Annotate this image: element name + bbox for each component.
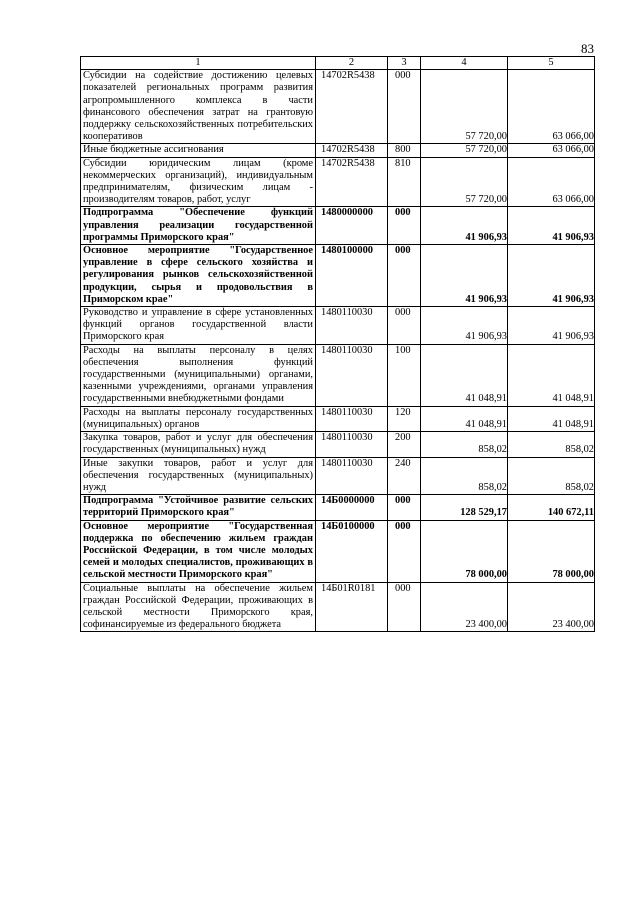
row-value-col4: 128 529,17 [421, 495, 508, 520]
table-row [81, 245, 595, 307]
row-code: 14702R5438 [316, 157, 388, 207]
row-name: Основное мероприятие "Государственное управление в сфере сельского хозяйства и регулирования рынков сельскохозяйственной продукции, сырья и продовольствия в Приморском крае" [81, 245, 316, 307]
row-code: 1480110030 [316, 432, 388, 457]
column-header: 5 [508, 57, 595, 70]
table-row [81, 520, 595, 582]
row-expense-kind: 000 [388, 495, 421, 520]
row-expense-kind: 810 [388, 157, 421, 207]
column-header: 1 [81, 57, 316, 70]
row-code: 1480110030 [316, 406, 388, 431]
row-value-col4: 41 048,91 [421, 406, 508, 431]
row-name: Закупка товаров, работ и услуг для обеспечения государственных (муниципальных) нужд [81, 432, 316, 457]
table-row [81, 495, 595, 520]
row-expense-kind: 800 [388, 144, 421, 157]
row-value-col4: 41 906,93 [421, 207, 508, 245]
table-row [81, 307, 595, 345]
row-value-col5: 41 906,93 [508, 307, 595, 345]
row-value-col4: 41 048,91 [421, 344, 508, 406]
table-row [81, 157, 595, 207]
column-header: 4 [421, 57, 508, 70]
row-value-col5: 140 672,11 [508, 495, 595, 520]
table-row [81, 70, 595, 144]
row-expense-kind: 000 [388, 582, 421, 632]
row-expense-kind: 000 [388, 520, 421, 582]
table-row [81, 457, 595, 495]
row-value-col5: 23 400,00 [508, 582, 595, 632]
row-expense-kind: 100 [388, 344, 421, 406]
row-code: 14702R5438 [316, 70, 388, 144]
table-row [81, 406, 595, 431]
row-value-col5: 858,02 [508, 432, 595, 457]
row-value-col5: 858,02 [508, 457, 595, 495]
row-expense-kind: 240 [388, 457, 421, 495]
row-expense-kind: 200 [388, 432, 421, 457]
row-code: 14Б0000000 [316, 495, 388, 520]
row-name: Иные бюджетные ассигнования [81, 144, 316, 157]
row-name: Иные закупки товаров, работ и услуг для обеспечения государственных (муниципальных) нужд [81, 457, 316, 495]
row-value-col4: 57 720,00 [421, 157, 508, 207]
row-name: Социальные выплаты на обеспечение жильем граждан Российской Федерации, проживающих в сельской местности Приморского края, софинансируемые из федерального бюджета [81, 582, 316, 632]
row-code: 14702R5438 [316, 144, 388, 157]
row-value-col5: 78 000,00 [508, 520, 595, 582]
row-name: Расходы на выплаты персоналу государственных (муниципальных) органов [81, 406, 316, 431]
row-expense-kind: 000 [388, 70, 421, 144]
table-row [81, 207, 595, 245]
row-name: Субсидии юридическим лицам (кроме некоммерческих организаций), индивидуальным предпринимателям, физическим лицам - производителям товаров, работ, услуг [81, 157, 316, 207]
page-number: 83 [581, 41, 594, 56]
row-value-col5: 63 066,00 [508, 144, 595, 157]
row-code: 14Б0100000 [316, 520, 388, 582]
row-expense-kind: 000 [388, 245, 421, 307]
row-code: 1480110030 [316, 457, 388, 495]
column-header: 3 [388, 57, 421, 70]
row-value-col5: 41 048,91 [508, 406, 595, 431]
budget-table [80, 56, 595, 632]
row-code: 1480000000 [316, 207, 388, 245]
row-expense-kind: 120 [388, 406, 421, 431]
row-value-col4: 858,02 [421, 432, 508, 457]
row-code: 14Б01R0181 [316, 582, 388, 632]
table-row [81, 344, 595, 406]
row-name: Подпрограмма "Обеспечение функций управления реализации государственной программы Приморского края" [81, 207, 316, 245]
row-name: Подпрограмма "Устойчивое развитие сельских территорий Приморского края" [81, 495, 316, 520]
row-value-col5: 63 066,00 [508, 70, 595, 144]
row-value-col4: 858,02 [421, 457, 508, 495]
row-expense-kind: 000 [388, 207, 421, 245]
row-value-col4: 78 000,00 [421, 520, 508, 582]
table-row [81, 432, 595, 457]
row-name: Расходы на выплаты персоналу в целях обеспечения выполнения функций государственными (муниципальными) органами, казенными учреждениями, органами управления государственными внебюджетными фондами [81, 344, 316, 406]
row-value-col5: 41 048,91 [508, 344, 595, 406]
column-header: 2 [316, 57, 388, 70]
row-value-col4: 57 720,00 [421, 144, 508, 157]
row-value-col5: 63 066,00 [508, 157, 595, 207]
row-name: Основное мероприятие "Государственная поддержка по обеспечению жильем граждан Российской Федерации, в том числе молодых семей и молодых специалистов, проживающих в сельской местности Приморского края" [81, 520, 316, 582]
row-expense-kind: 000 [388, 307, 421, 345]
row-value-col4: 57 720,00 [421, 70, 508, 144]
row-name: Субсидии на содействие достижению целевых показателей региональных программ развития агропромышленного комплекса в части финансового обеспечения затрат на грантовую поддержку сельскохозяйственных потребительских кооперативов [81, 70, 316, 144]
row-value-col5: 41 906,93 [508, 245, 595, 307]
row-name: Руководство и управление в сфере установленных функций органов государственной власти Приморского края [81, 307, 316, 345]
row-value-col4: 41 906,93 [421, 245, 508, 307]
table-row [81, 582, 595, 632]
row-code: 1480110030 [316, 307, 388, 345]
row-value-col4: 41 906,93 [421, 307, 508, 345]
row-value-col5: 41 906,93 [508, 207, 595, 245]
row-code: 1480100000 [316, 245, 388, 307]
row-code: 1480110030 [316, 344, 388, 406]
table-row [81, 144, 595, 157]
table-header-row [81, 57, 595, 70]
row-value-col4: 23 400,00 [421, 582, 508, 632]
